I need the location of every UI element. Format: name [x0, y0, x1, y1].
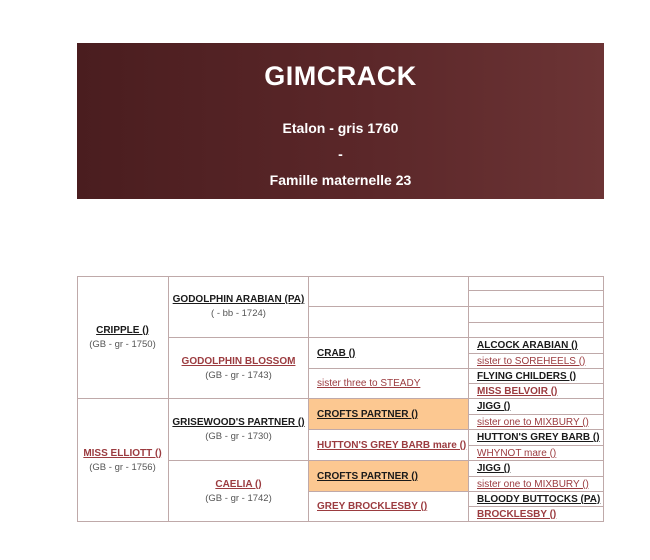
- gen3-cell-8: [309, 492, 469, 522]
- sire-cell: [77, 276, 169, 399]
- gen4-cell-11: [469, 430, 604, 446]
- gen4-cell-6: [469, 354, 604, 369]
- gen3-link-3[interactable]: CRAB (): [317, 347, 356, 359]
- title-banner: [77, 43, 604, 199]
- gen4-link-7[interactable]: FLYING CHILDERS (): [477, 370, 577, 382]
- dam-link[interactable]: MISS ELLIOTT (): [83, 447, 162, 459]
- gen3-cell-7: [309, 461, 469, 492]
- sire-link[interactable]: CRIPPLE (): [96, 324, 149, 336]
- gen4-cell-8: [469, 384, 604, 399]
- gen4-cell-12: [469, 446, 604, 461]
- gen3-link-5[interactable]: CROFTS PARTNER (): [317, 408, 418, 420]
- gen2-meta-2: (GB - gr - 1743): [205, 369, 272, 381]
- gen4-link-14[interactable]: sister one to MIXBURY (): [477, 478, 589, 490]
- dam-meta: (GB - gr - 1756): [89, 461, 156, 473]
- gen4-cell-4: [469, 323, 604, 338]
- gen3-link-8[interactable]: GREY BROCKLESBY (): [317, 501, 428, 512]
- gen4-cell-5: [469, 338, 604, 354]
- gen3-cell-2: [309, 307, 469, 338]
- gen4-cell-2: [469, 291, 604, 307]
- horse-name-title: GIMCRACK: [264, 61, 417, 91]
- gen2-link-4[interactable]: CAELIA (): [215, 478, 262, 490]
- pedigree-table: [77, 276, 604, 522]
- gen4-cell-15: [469, 492, 604, 507]
- gen4-link-16[interactable]: BROCKLESBY (): [477, 508, 557, 520]
- gen2-link-2[interactable]: GODOLPHIN BLOSSOM: [181, 355, 296, 367]
- gen3-link-6[interactable]: HUTTON'S GREY BARB mare (): [317, 439, 467, 451]
- gen4-link-6[interactable]: sister to SOREHEELS (): [477, 355, 586, 367]
- gen4-link-12[interactable]: WHYNOT mare (): [477, 447, 557, 459]
- gen4-cell-10: [469, 415, 604, 430]
- gen2-meta-1: ( - bb - 1724): [211, 308, 266, 319]
- gen4-cell-13: [469, 461, 604, 477]
- gen4-cell-1: [469, 276, 604, 291]
- gen3-cell-5: [309, 399, 469, 430]
- gen4-link-10[interactable]: sister one to MIXBURY (): [477, 416, 589, 428]
- gen4-cell-14: [469, 477, 604, 492]
- gen2-cell-2: [169, 338, 309, 399]
- gen2-meta-3: (GB - gr - 1730): [205, 431, 272, 442]
- gen4-cell-7: [469, 369, 604, 384]
- gen4-cell-9: [469, 399, 604, 415]
- gen2-cell-4: [169, 461, 309, 522]
- gen4-link-8[interactable]: MISS BELVOIR (): [477, 385, 558, 397]
- gen3-link-4[interactable]: sister three to STEADY: [317, 378, 421, 389]
- gen3-link-7[interactable]: CROFTS PARTNER (): [317, 470, 418, 482]
- gen2-link-1[interactable]: GODOLPHIN ARABIAN (PA): [172, 294, 305, 305]
- gen3-cell-3: [309, 338, 469, 369]
- gen4-cell-16: [469, 507, 604, 522]
- dam-cell: [77, 399, 169, 522]
- gen4-link-13[interactable]: JIGG (): [477, 463, 511, 474]
- separator-dash: -: [338, 146, 343, 162]
- sire-meta: (GB - gr - 1750): [89, 338, 156, 350]
- gen4-link-5[interactable]: ALCOCK ARABIAN (): [477, 340, 578, 351]
- gen4-link-15[interactable]: BLOODY BUTTOCKS (PA): [477, 493, 601, 505]
- gen4-cell-3: [469, 307, 604, 323]
- gen3-cell-4: [309, 369, 469, 399]
- gen2-link-3[interactable]: GRISEWOOD'S PARTNER (): [172, 417, 305, 428]
- horse-description: Etalon - gris 1760: [282, 120, 399, 136]
- gen4-link-11[interactable]: HUTTON'S GREY BARB (): [477, 432, 600, 443]
- gen2-cell-3: [169, 399, 309, 461]
- gen4-link-9[interactable]: JIGG (): [477, 401, 511, 412]
- gen3-cell-1: [309, 276, 469, 307]
- maternal-family: Famille maternelle 23: [269, 172, 412, 188]
- gen2-cell-1: [169, 276, 309, 338]
- gen3-cell-6: [309, 430, 469, 461]
- gen2-meta-4: (GB - gr - 1742): [205, 492, 272, 504]
